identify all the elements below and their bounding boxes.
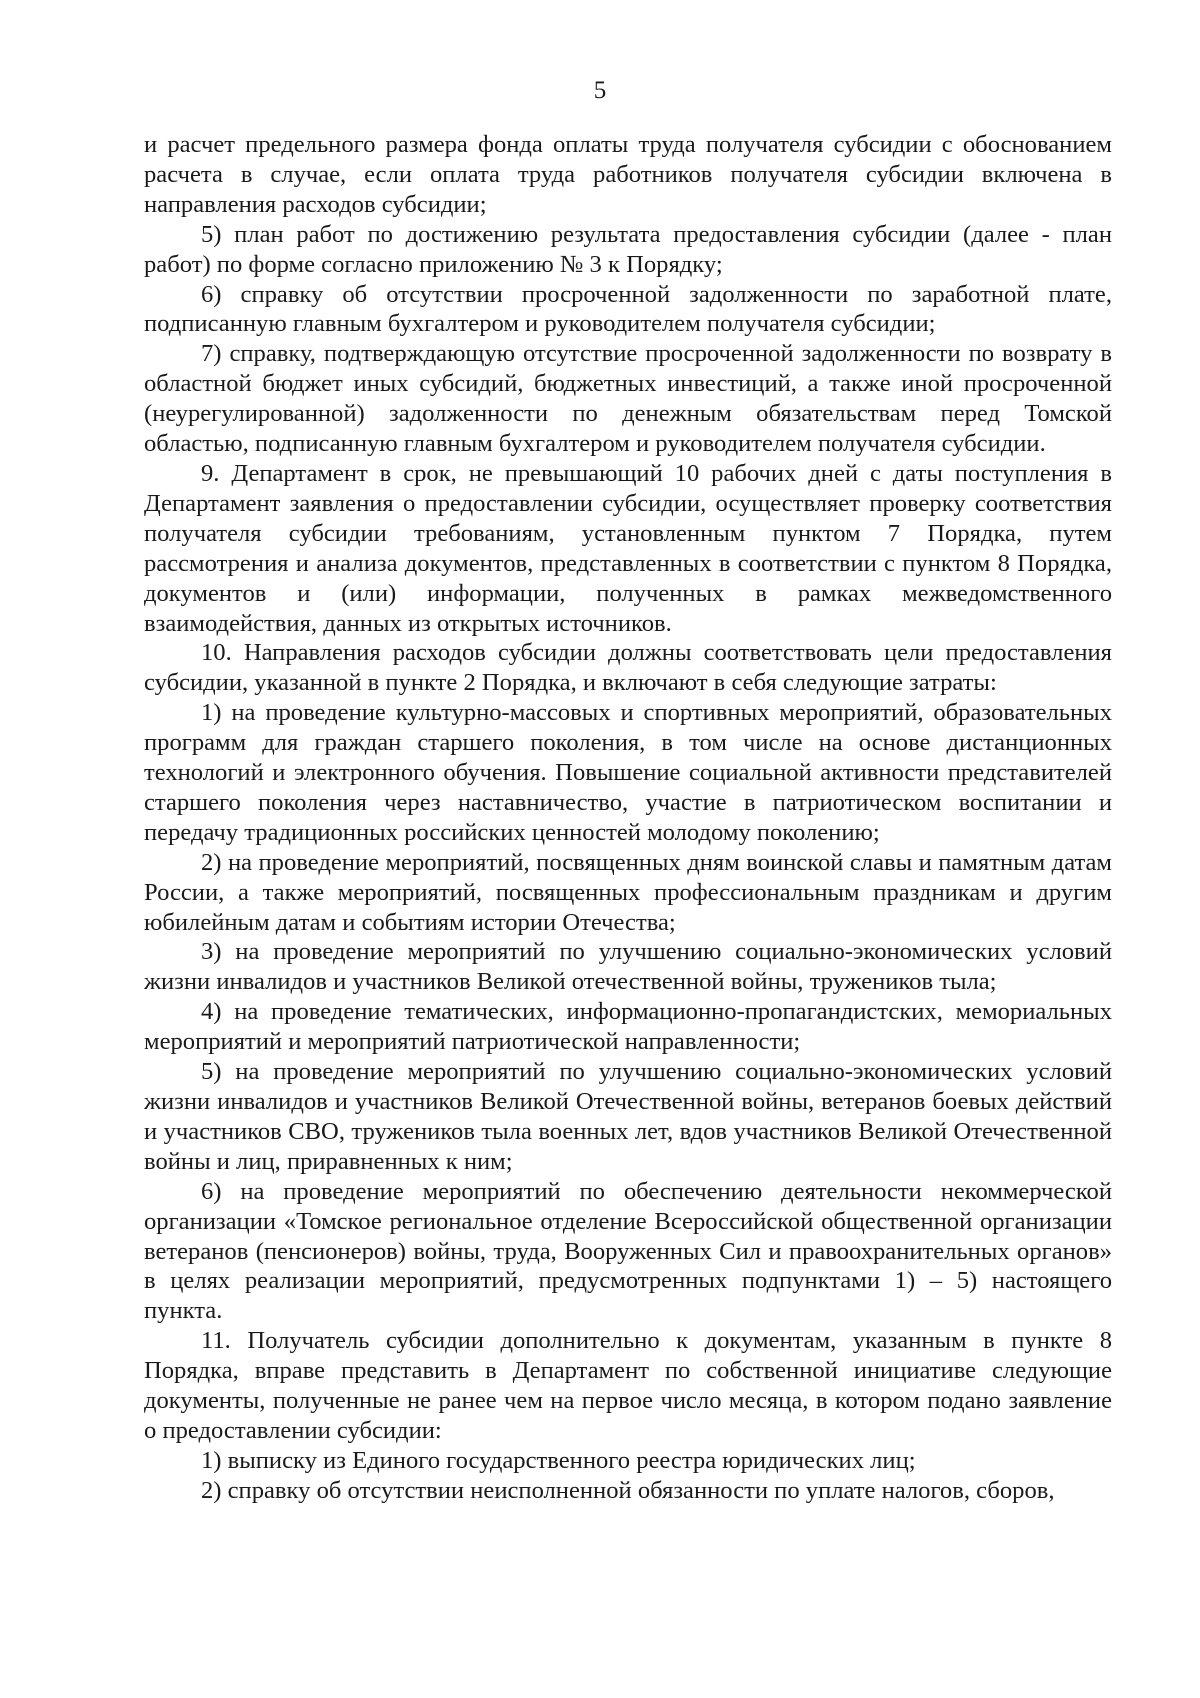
paragraph-expense-3: 3) на проведение мероприятий по улучшению социально-экономических условий жизни инвалидов и участников Великой отечественной войны, тружеников тыла;	[144, 938, 1112, 996]
paragraph-clause-10: 10. Направления расходов субсидии должны соответствовать цели предоставления субсидии, указанной в пункте 2 Порядка, и включают в себя следующие затраты:	[144, 639, 1112, 697]
paragraph-item-6-salary-certificate: 6) справку об отсутствии просроченной задолженности по заработной плате, подписанную главным бухгалтером и руководителем получателя субсидии;	[144, 280, 1112, 338]
paragraph-expense-1: 1) на проведение культурно-массовых и спортивных мероприятий, образовательных программ для граждан старшего поколения, в том числе на основе дистанционных технологий и электронного обучения. Повышение социальной активности представителей старшего поколения через наставничество, участие в патриотическом воспитании и передачу традиционных российских ценностей молодому поколению;	[144, 699, 1112, 846]
paragraph-expense-6: 6) на проведение мероприятий по обеспечению деятельности некоммерческой организации «Томское региональное отделение Всероссийской общественной организации ветеранов (пенсионеров) войны, труда, Вооруженных Сил и правоохранительных органов» в целях реализации мероприятий, предусмотренных подпунктами 1) – 5) настоящего пункта.	[144, 1177, 1112, 1325]
paragraph-clause-11: 11. Получатель субсидии дополнительно к документам, указанным в пункте 8 Порядка, вправе представить в Департамент по собственной инициативе следующие документы, полученные не ранее чем на первое число месяца, в котором подано заявление о предоставлении субсидии:	[144, 1327, 1112, 1444]
paragraph-item-7-debt-certificate: 7) справку, подтверждающую отсутствие просроченной задолженности по возврату в областной бюджет иных субсидий, бюджетных инвестиций, а также иной просроченной (неурегулированной) задолженности по денежным обязательствам перед Томской областью, подписанную главным бухгалтером и руководителем получателя субсидии.	[144, 340, 1112, 458]
paragraph-doc-2-tax-certificate: 2) справку об отсутствии неисполненной обязанности по уплате налогов, сборов,	[201, 1476, 1055, 1504]
paragraph-expense-2: 2) на проведение мероприятий, посвященных дням воинской славы и памятным датам России, а также мероприятий, посвященных профессиональным праздникам и другим юбилейным датам и событиям истории Отечества;	[144, 848, 1112, 936]
paragraph-continuation: и расчет предельного размера фонда оплаты труда получателя субсидии с обоснованием расчета в случае, если оплата труда работников получателя субсидии включена в направления расходов субсидии;	[144, 131, 1112, 218]
paragraph-item-5-work-plan: 5) план работ по достижению результата предоставления субсидии (далее - план работ) по форме согласно приложению № 3 к Порядку;	[144, 220, 1112, 278]
paragraph-expense-4: 4) на проведение тематических, информационно-пропагандистских, мемориальных мероприятий и мероприятий патриотической направленности;	[144, 998, 1112, 1056]
page-number: 5	[593, 77, 607, 104]
document-body	[144, 130, 1112, 1506]
paragraph-doc-1-extract: 1) выписку из Единого государственного реестра юридических лиц;	[201, 1446, 916, 1474]
paragraph-expense-5: 5) на проведение мероприятий по улучшению социально-экономических условий жизни инвалидов и участников Великой Отечественной войны, ветеранов боевых действий и участников СВО, тружеников тыла военных лет, вдов участников Великой Отечественной войны и лиц, приравненных к ним;	[144, 1058, 1112, 1175]
paragraph-clause-9: 9. Департамент в срок, не превышающий 10 рабочих дней с даты поступления в Департамент заявления о предоставлении субсидии, осуществляет проверку соответствия получателя субсидии требованиям, установленным пунктом 7 Порядка, путем рассмотрения и анализа документов, представленных в соответствии с пунктом 8 Порядка, документов и (или) информации, полученных в рамках межведомственного взаимодействия, данных из открытых источников.	[144, 459, 1112, 637]
